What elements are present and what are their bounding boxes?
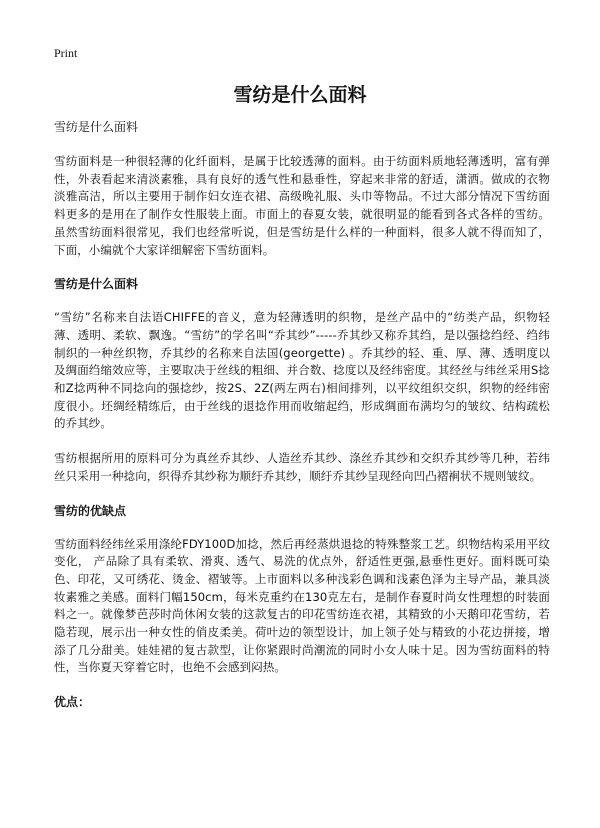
document-subtitle: 雪纺是什么面料 (54, 120, 139, 134)
print-link[interactable]: Print (54, 46, 78, 60)
paragraph-name-origin: “雪纺”名称来自法语CHIFFE的音义，意为轻薄透明的织物，是丝产品中的“纺类产品，织物轻薄、透明、柔软、飘逸。“雪纺”的学名叫“乔其纱”-----乔其纱又称乔其绉，是以强捻绉经、绉纬制织的一种丝织物，乔其纱的名称来自法国(georgette) 。乔其纱的轻、重、厚、薄、透明度以及绸面绉缩效应等，主要取决于丝线的粗细、并合数、捻度以及经纬密度。其经丝与纬丝采用S捻和Z捻两种不同捻向的强捻纱，按2S、2Z(两左两右)相间排列，以平纹组织交织，织物的经纬密度很小。坯绸经精练后，由于丝线的退捻作用而收缩起绉，形成绸面布满均匀的皱纹、结构疏松的乔其纱。 (54, 310, 550, 431)
paragraph-classification: 雪纺根据所用的原料可分为真丝乔其纱、人造丝乔其纱、涤丝乔其纱和交织乔其纱等几种，若纬丝只采用一种捻向，织得乔其纱称为顺纡乔其纱，顺纡乔其纱呈现经向凹凸褶裥状不规则皱纹。 (54, 451, 550, 483)
document-content (54, 119, 550, 727)
section-heading-what-is: 雪纺是什么面料 (54, 277, 139, 292)
section-heading-pros-cons: 雪纺的优缺点 (54, 503, 127, 518)
paragraph-pros-cons: 雪纺面料经纬丝采用涤纶FDY100D加捻，然后再经蒸烘退捻的特殊整浆工艺。织物结构采用平纹 变化， 产品除了具有柔软、滑爽、透气、易洗的优点外，舒适性更强,悬垂性更好。面料既可染色、印花，又可绣花、烫金、褶皱等。上市面料以多种浅彩色调和浅素色泽为主导产品，兼具淡妆素雅之美感。面料门幅150cm，每米克重约在130克左右，是制作春夏时尚女性理想的时装面料之一。就像梦芭莎时尚休闲女装的这款复古的印花雪纺连衣裙，其精致的小天鹅印花雪纺，若隐若现，展示出一种女性的俏皮柔美。荷叶边的领型设计，加上领子处与精致的小花边拼接，增添了几分甜美。娃娃裙的复古款型，让你紧跟时尚潮流的同时小女人味十足。因为雪纺面料的特性，当你夏天穿着它时，也绝不会感到闷热。 (54, 536, 550, 675)
page-title: 雪纺是什么面料 (233, 84, 367, 106)
intro-paragraph: 雪纺面料是一种很轻薄的化纤面料，是属于比较透薄的面料。由于纺面料质地轻薄透明，富有弹性，外表看起来清淡素雅，具有良好的透气性和悬垂性，穿起来非常的舒适，潇洒。做成的衣物淡雅高洁，所以主要用于制作妇女连衣裙、高级晚礼服、头巾等物品。不过大部分情况下雪纺面料更多的是用在了制作女性服装上面。市面上的春夏女装，就很明显的能看到各式各样的雪纺。虽然雪纺面料很常见，我们也经常听说，但是雪纺是什么样的一种面料，很多人就不得而知了，下面，小编就个大家详细解密下雪纺面料。 (54, 154, 550, 257)
section-heading-advantages: 优点： (54, 695, 91, 710)
